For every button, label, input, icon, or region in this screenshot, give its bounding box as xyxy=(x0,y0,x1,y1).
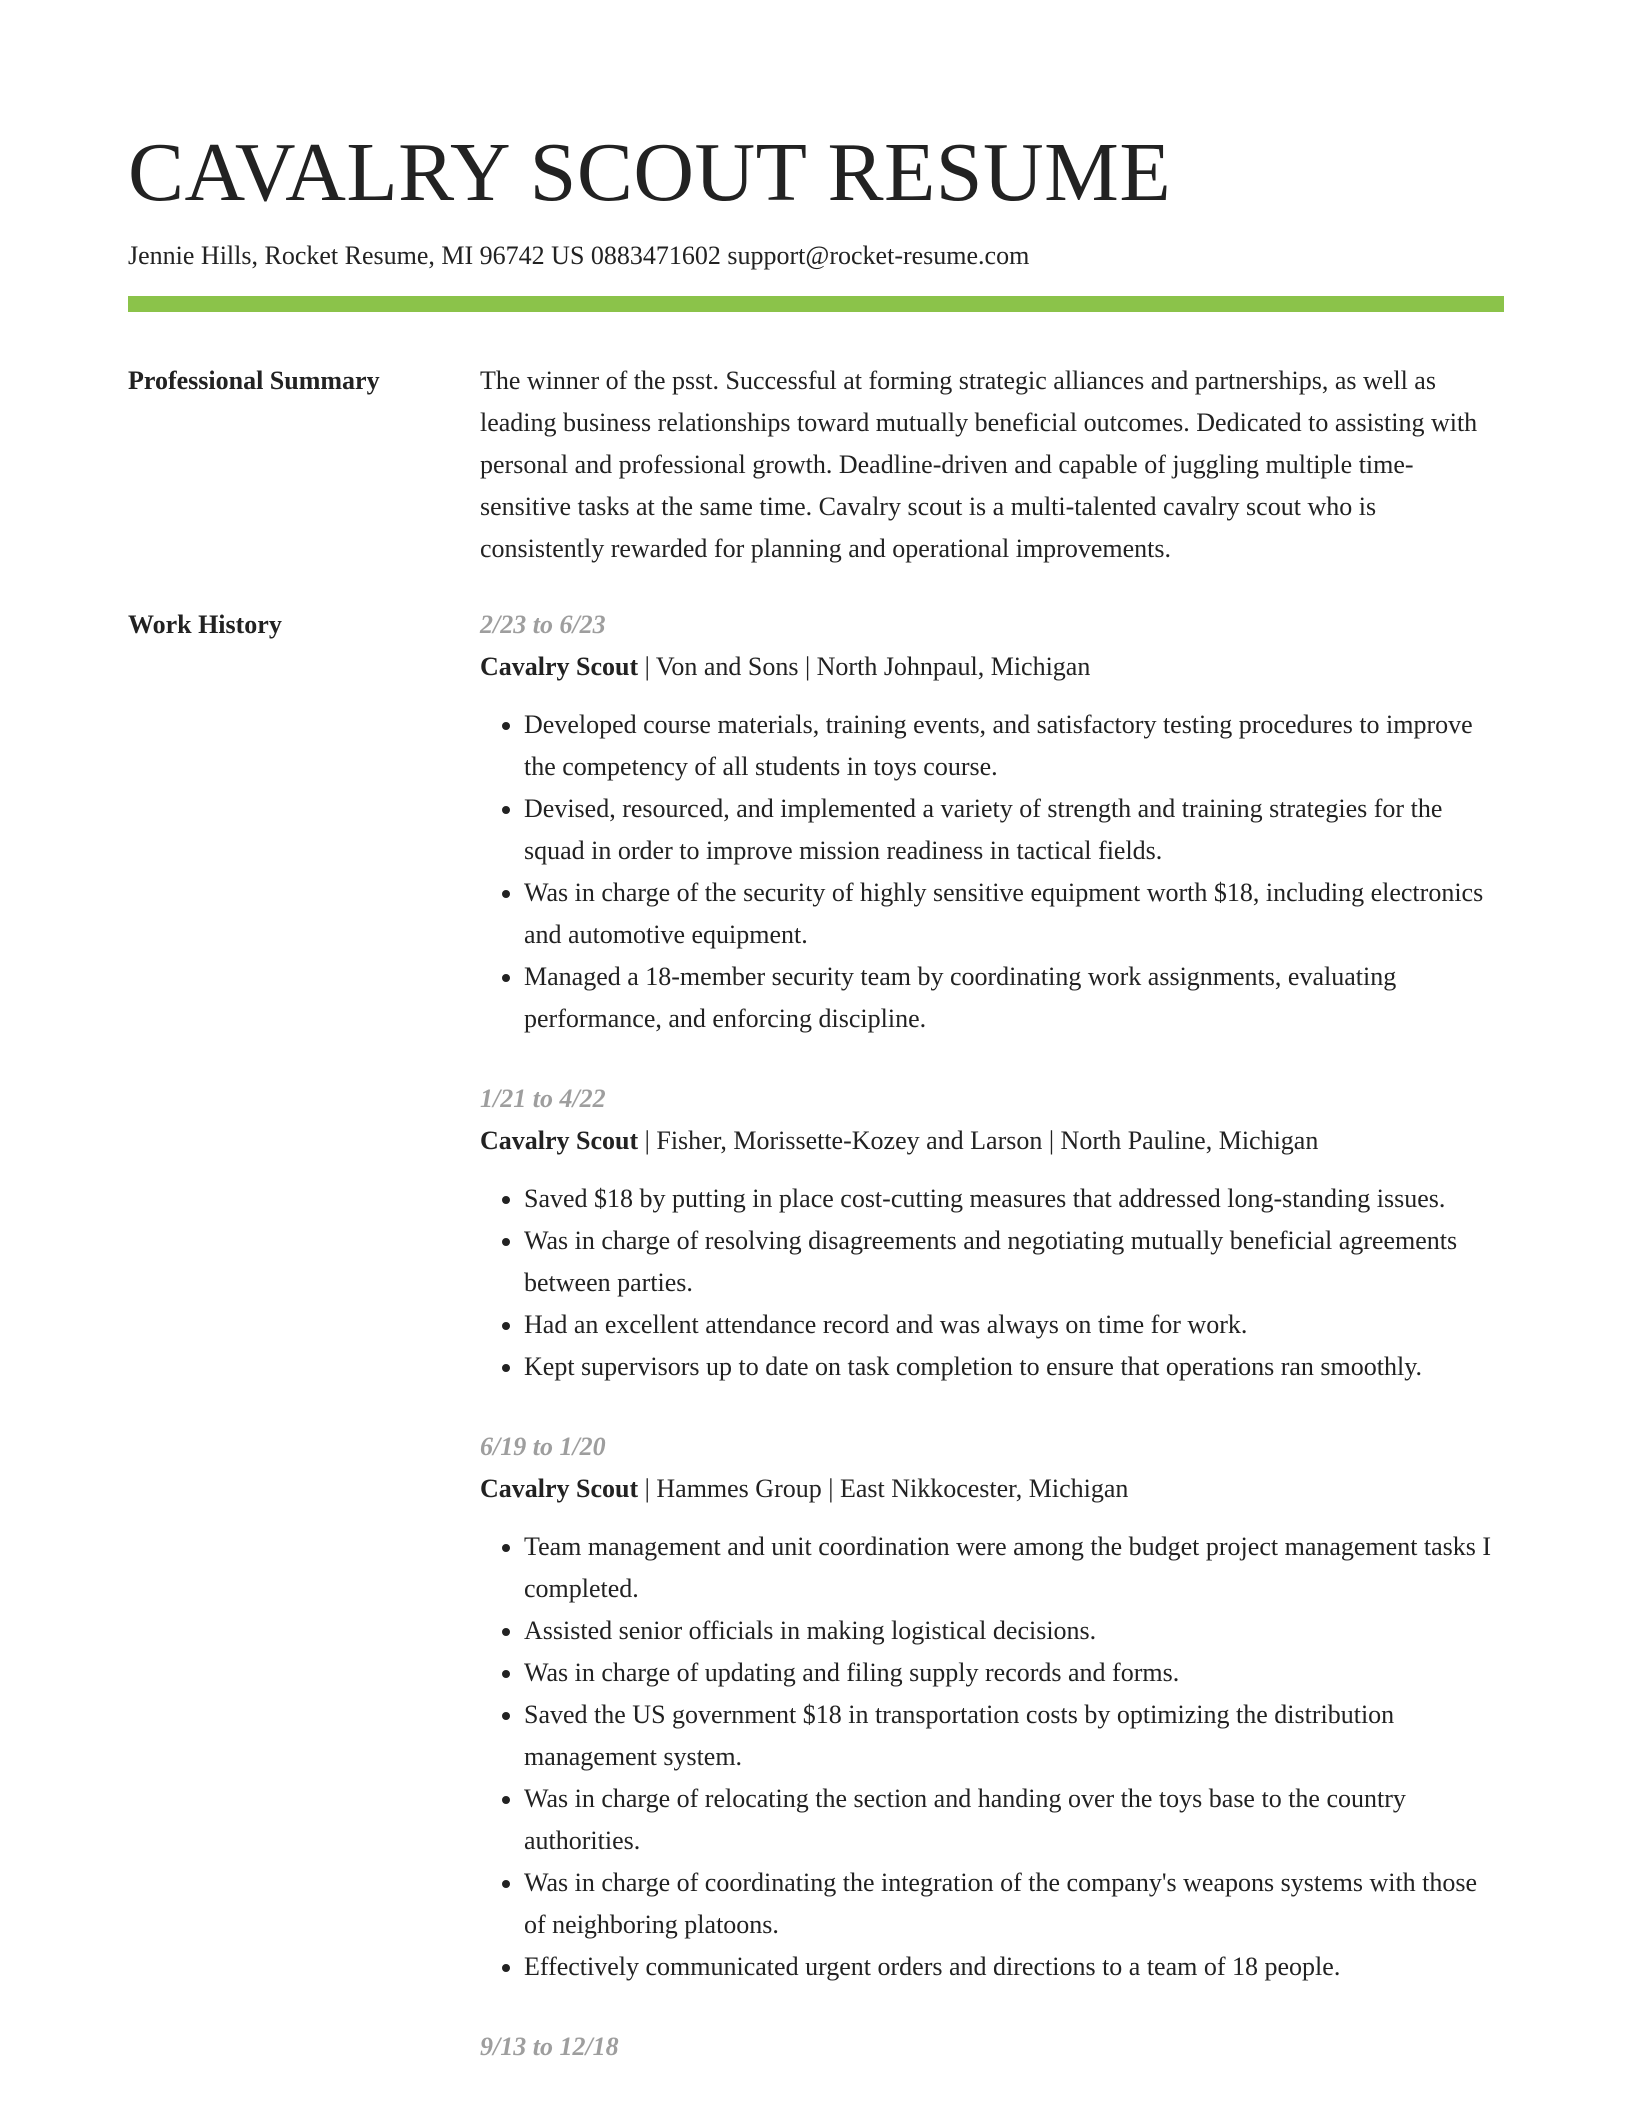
work-history-section xyxy=(128,604,1504,2106)
professional-summary-text: The winner of the psst. Successful at forming strategic alliances and partnerships, as well as leading business relationships toward mutually beneficial outcomes. Dedicated to assisting with personal and professional growth. Deadline-driven and capable of juggling multiple time-sensitive tasks at the same time. Cavalry scout is a multi-talented cavalry scout who is consistently rewarded for planning and operational improvements. xyxy=(480,366,1478,563)
job-title: Cavalry Scout xyxy=(480,652,639,681)
resume-page xyxy=(128,0,1504,2106)
job-dates: 1/21 to 4/22 xyxy=(480,1084,606,1113)
job-bullet: • Was in charge of updating and filing supply records and forms. xyxy=(524,1652,1504,1694)
work-history-label: Work History xyxy=(128,610,282,639)
job-bullet: • Kept supervisors up to date on task completion to ensure that operations ran smoothly. xyxy=(524,1346,1504,1388)
job-title: Cavalry Scout xyxy=(480,1126,639,1155)
job-bullet: • Effectively communicated urgent orders and directions to a team of 18 people. xyxy=(524,1946,1504,1988)
job-header xyxy=(480,1468,1504,1510)
job-bullet: • Team management and unit coordination were among the budget project management tasks I completed. xyxy=(524,1526,1504,1610)
job-bullet: • Was in charge of relocating the section and handing over the toys base to the country authorities. xyxy=(524,1778,1504,1862)
professional-summary-section xyxy=(128,360,1504,570)
job-entry xyxy=(480,2026,1504,2068)
resume-title: CAVALRY SCOUT RESUME xyxy=(128,126,1172,219)
job-dates: 2/23 to 6/23 xyxy=(480,610,606,639)
job-bullet: • Devised, resourced, and implemented a variety of strength and training strategies for the squad in order to improve mission readiness in tactical fields. xyxy=(524,788,1504,872)
work-history-body xyxy=(480,604,1504,2106)
professional-summary-label: Professional Summary xyxy=(128,366,380,395)
job-dates: 9/13 to 12/18 xyxy=(480,2032,619,2061)
professional-summary-body xyxy=(480,360,1504,570)
job-bullet: • Managed a 18-member security team by coordinating work assignments, evaluating performance, and enforcing discipline. xyxy=(524,956,1504,1040)
job-bullet: • Developed course materials, training events, and satisfactory testing procedures to improve the competency of all students in toys course. xyxy=(524,704,1504,788)
job-details: | Fisher, Morissette-Kozey and Larson | North Pauline, Michigan xyxy=(638,1126,1319,1155)
job-bullet-list xyxy=(480,1526,1504,1988)
job-title: Cavalry Scout xyxy=(480,1474,639,1503)
job-entry xyxy=(480,604,1504,1040)
job-bullet: • Was in charge of resolving disagreements and negotiating mutually beneficial agreements between parties. xyxy=(524,1220,1504,1304)
job-header xyxy=(480,1120,1504,1162)
contact-line: Jennie Hills, Rocket Resume, MI 96742 US 0883471602 support@rocket-resume.com xyxy=(128,241,1030,270)
job-details: | Hammes Group | East Nikkocester, Michigan xyxy=(638,1474,1129,1503)
job-bullet: • Saved the US government $18 in transportation costs by optimizing the distribution management system. xyxy=(524,1694,1504,1778)
job-bullet-list xyxy=(480,1178,1504,1388)
job-details: | Von and Sons | North Johnpaul, Michigan xyxy=(638,652,1091,681)
job-dates: 6/19 to 1/20 xyxy=(480,1432,606,1461)
job-bullet: • Assisted senior officials in making logistical decisions. xyxy=(524,1610,1504,1652)
job-entry xyxy=(480,1426,1504,1988)
job-bullet: • Had an excellent attendance record and was always on time for work. xyxy=(524,1304,1504,1346)
header-divider xyxy=(128,296,1504,312)
job-bullet: • Was in charge of the security of highly sensitive equipment worth $18, including electronics and automotive equipment. xyxy=(524,872,1504,956)
job-header xyxy=(480,646,1504,688)
job-entry xyxy=(480,1078,1504,1388)
job-bullet: • Was in charge of coordinating the integration of the company's weapons systems with those of neighboring platoons. xyxy=(524,1862,1504,1946)
job-bullet-list xyxy=(480,704,1504,1040)
job-bullet: • Saved $18 by putting in place cost-cutting measures that addressed long-standing issues. xyxy=(524,1178,1504,1220)
